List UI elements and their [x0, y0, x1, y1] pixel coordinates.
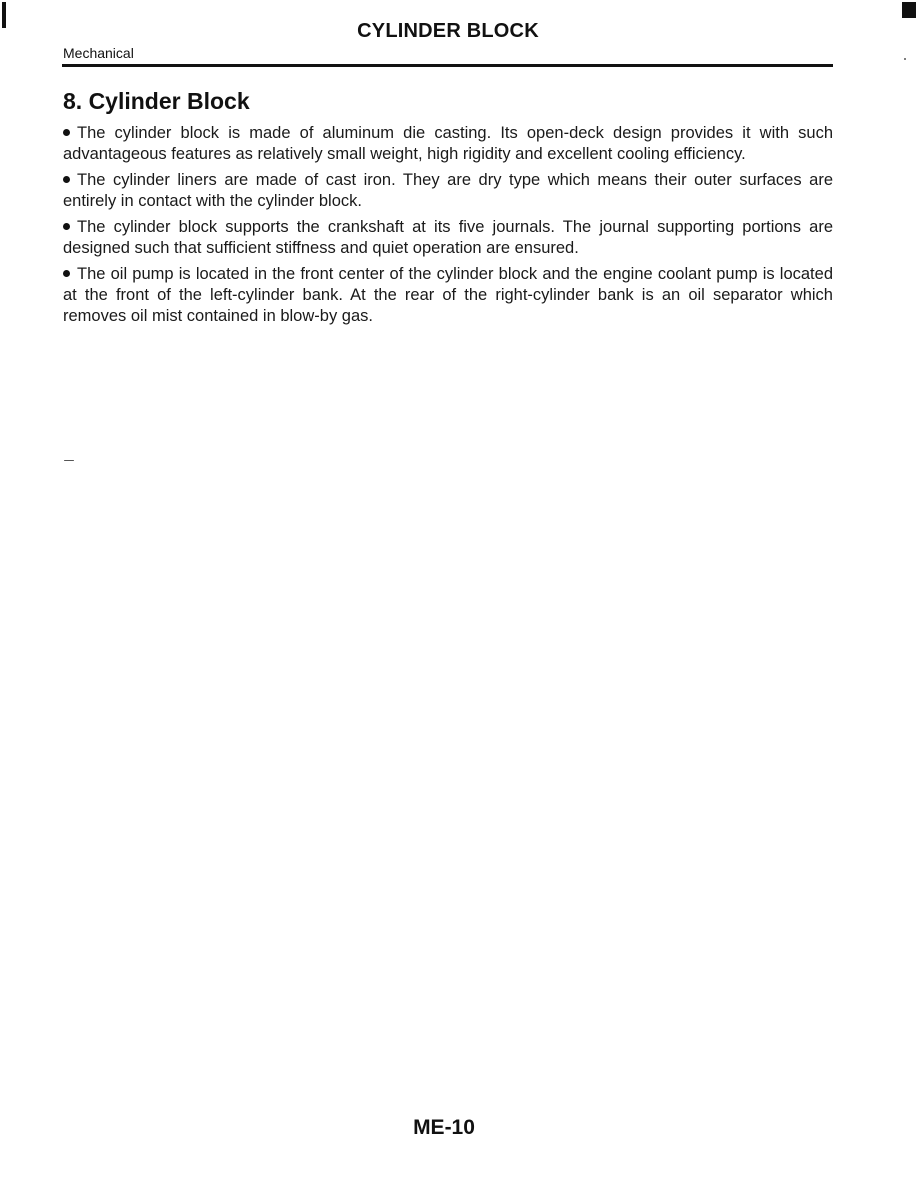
bullet-item: [63, 123, 833, 165]
scan-mark-right: [902, 2, 916, 18]
bullet-icon: [63, 176, 70, 183]
bullet-list: [63, 123, 833, 332]
page-header-section: Mechanical: [63, 45, 134, 61]
scan-speck: [64, 460, 74, 461]
bullet-text: The cylinder block is made of aluminum die casting. Its open-deck design provides it with such advantageous features as relatively small weight, high rigidity and excellent cooling efficiency.: [63, 124, 833, 163]
header-divider: [62, 64, 833, 67]
bullet-icon: [63, 270, 70, 277]
bullet-icon: [63, 129, 70, 136]
bullet-text: The cylinder block supports the crankshaft at its five journals. The journal supporting portions are designed such that sufficient stiffness and quiet operation are ensured.: [63, 218, 833, 257]
bullet-icon: [63, 223, 70, 230]
section-heading: 8. Cylinder Block: [63, 88, 250, 114]
bullet-item: [63, 264, 833, 327]
page-header-title: CYLINDER BLOCK: [357, 20, 539, 42]
bullet-item: [63, 170, 833, 212]
bullet-text: The cylinder liners are made of cast iron. They are dry type which means their outer surfaces are entirely in contact with the cylinder block.: [63, 171, 833, 210]
bullet-item: [63, 217, 833, 259]
bullet-text: The oil pump is located in the front center of the cylinder block and the engine coolant pump is located at the front of the left-cylinder bank. At the rear of the right-cylinder bank is an oil separator which removes oil mist contained in blow-by gas.: [63, 265, 833, 325]
scan-speck: [904, 58, 906, 60]
page-number: ME-10: [413, 1116, 475, 1139]
